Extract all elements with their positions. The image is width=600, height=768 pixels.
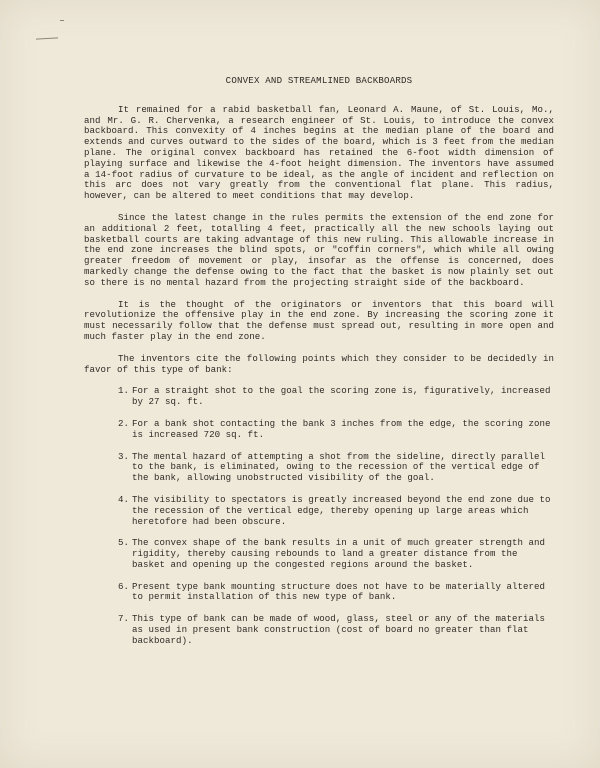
points-list — [84, 386, 554, 646]
list-item-number: 4. — [118, 493, 130, 505]
list-item-text: The convex shape of the bank results in a unit of much greater strength and rigidity, thereby causing rebounds to land a greater distance from the basket and opening up the congested regions around the basket. — [132, 537, 546, 570]
list-item-text: For a straight shot to the goal the scoring zone is, figuratively, increased by 27 sq. ft. — [132, 385, 551, 408]
list-item-number: 5. — [118, 537, 130, 549]
list-item-number: 7. — [118, 613, 130, 625]
typed-text-block — [84, 76, 554, 658]
list-item — [118, 386, 554, 408]
list-item-number: 3. — [118, 450, 130, 462]
pencil-mark — [60, 20, 64, 21]
list-item — [118, 419, 554, 441]
document-title: CONVEX AND STREAMLINED BACKBOARDS — [225, 75, 413, 86]
paragraph-intro: It remained for a rabid basketball fan, Leonard A. Maune, of St. Louis, Mo., and Mr. G. R. Chervenka, a research engineer of St. Louis, to introduce the convex backboard. This convexity of 4 inches begins at the median plane of the board and extends and curves outward to the sides of the board, which is 3 feet from the median plane. The original convex backboard has retained the 6-foot width dimension of playing surface and likewise the 4-foot height dimension. The inventors have assumed a 14-foot radius of curvature to be ideal, as the angle of incident and reflection on this arc does not vary greatly from the conventional flat plane. This radius, however, can be altered to meet conditions that may develop. — [84, 103, 554, 202]
pencil-mark — [36, 37, 58, 39]
list-item — [118, 538, 554, 570]
list-item-text: This type of bank can be made of wood, glass, steel or any of the materials as used in present bank construction (cost of board no greater than flat backboard). — [132, 613, 546, 646]
list-item — [118, 452, 554, 484]
list-item-number: 2. — [118, 417, 130, 429]
list-item — [118, 582, 554, 604]
list-item-number: 1. — [118, 385, 130, 397]
list-item-text: Present type bank mounting structure does not have to be materially altered to permit installation of this new type of bank. — [132, 580, 546, 603]
list-item-text: The mental hazard of attempting a shot from the sideline, directly parallel to the bank, is eliminated, owing to the recession of the vertical edge of the bank, allowing unobstructed visibility of the goal. — [132, 450, 546, 484]
paragraph-points-intro: The inventors cite the following points which they consider to be decidedly in favor of this type of bank: — [84, 352, 554, 375]
list-item-number: 6. — [118, 580, 130, 592]
list-item — [118, 495, 554, 527]
list-item-text: The visibility to spectators is greatly increased beyond the end zone due to the recession of the vertical edge, thereby opening up large areas which heretofore had been obscure. — [132, 493, 551, 527]
paragraph-offense: It is the thought of the originators or inventors that this board will revolutionize the offensive play in the end zone. By increasing the scoring zone it must necessarily follow that the defense must spread out, resulting in more open and much faster play in the end zone. — [84, 298, 554, 342]
paragraph-rules-change: Since the latest change in the rules permits the extension of the end zone for an additional 2 feet, totalling 4 feet, practically all the new schools laying out basketball courts are taking advantage of this new ruling. This allowable increase in the end zone increases the blind spots, or "coffin corners", which while all owing greater freedom of movement or play, insofar as the offense is concerned, does markedly change the defense owing to the fact that the basket is now plainly set out so there is no mental hazard from the projecting straight side of the backboard. — [84, 211, 554, 288]
list-item-text: For a bank shot contacting the bank 3 inches from the edge, the scoring zone is increased 720 sq. ft. — [132, 417, 551, 440]
list-item — [118, 614, 554, 646]
